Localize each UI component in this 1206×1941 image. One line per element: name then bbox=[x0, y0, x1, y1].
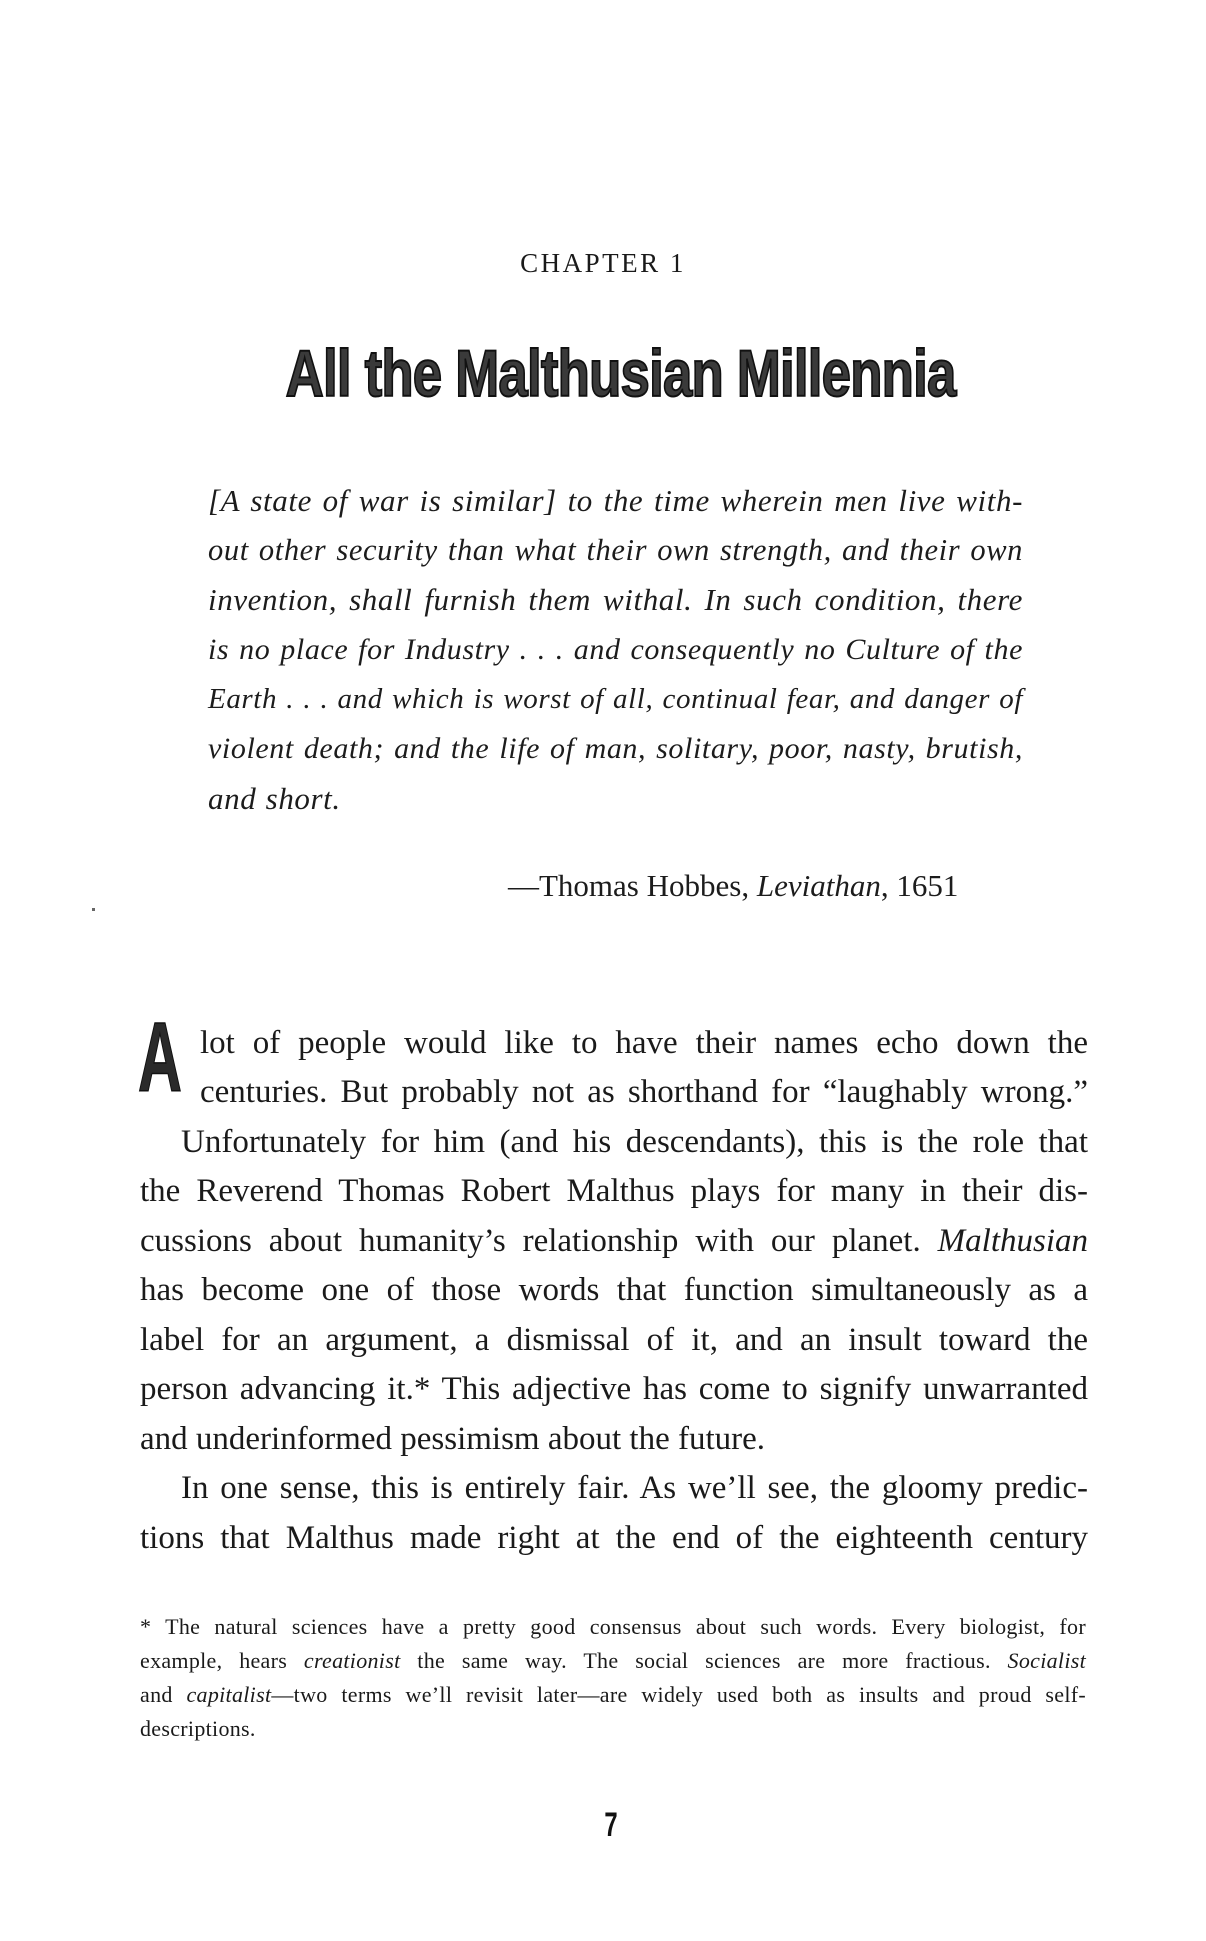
body-line: Unfortunately for him (and his descendants), this is the role that bbox=[181, 1124, 1088, 1160]
emphasis-creationist: creationist bbox=[303, 1648, 401, 1673]
body-line: the Reverend Thomas Robert Malthus plays for many in their dis- bbox=[140, 1173, 1088, 1209]
drop-cap: A bbox=[138, 1002, 182, 1112]
emphasis-capitalist: capitalist bbox=[186, 1682, 272, 1707]
body-line: has become one of those words that function simultaneously as a bbox=[140, 1272, 1088, 1308]
body-line: person advancing it.* This adjective has come to signify unwarranted bbox=[140, 1371, 1088, 1407]
footnote-line: descriptions. bbox=[140, 1716, 256, 1741]
chapter-title: All the Malthusian Millennia bbox=[285, 336, 956, 410]
footnote-span: —two terms we’ll revisit later—are widely used both as insults and proud self- bbox=[271, 1682, 1087, 1707]
chapter-label: CHAPTER 1 bbox=[520, 248, 686, 278]
body-text-span: cussions about humanity’s relationship with our planet. bbox=[140, 1223, 938, 1259]
epigraph-attribution bbox=[508, 866, 958, 906]
scan-speck bbox=[92, 908, 95, 911]
body-line bbox=[140, 1216, 1088, 1266]
epigraph-line: is no place for Industry . . . and consequently no Culture of the bbox=[208, 633, 1023, 666]
epigraph-line: Earth . . . and which is worst of all, continual fear, and danger of bbox=[208, 683, 1023, 715]
footnote-span: example, hears bbox=[140, 1648, 304, 1673]
emphasis-malthusian: Malthusian bbox=[937, 1223, 1088, 1259]
attribution-year: , 1651 bbox=[880, 868, 959, 903]
footnote-span: the same way. The social sciences are more fractious. bbox=[400, 1648, 1008, 1673]
page-number: 7 bbox=[604, 1806, 618, 1844]
body-line: lot of people would like to have their names echo down the bbox=[200, 1025, 1088, 1061]
body-line: label for an argument, a dismissal of it, and an insult toward the bbox=[140, 1322, 1088, 1358]
footnote-line: * The natural sciences have a pretty good consensus about such words. Every biologist, for bbox=[140, 1614, 1086, 1639]
footnote-line bbox=[140, 1678, 1086, 1712]
epigraph-line: out other security than what their own strength, and their own bbox=[208, 533, 1023, 567]
epigraph-line: invention, shall furnish them withal. In such condition, there bbox=[208, 582, 1023, 617]
footnote-line bbox=[140, 1644, 1086, 1678]
epigraph-line: and short. bbox=[208, 781, 341, 816]
epigraph-line: [A state of war is similar] to the time wherein men live with- bbox=[208, 483, 1023, 518]
body-line: and underinformed pessimism about the future. bbox=[140, 1421, 766, 1457]
body-line: centuries. But probably not as shorthand for “laughably wrong.” bbox=[200, 1074, 1088, 1110]
attribution-author: —Thomas Hobbes, bbox=[508, 868, 757, 903]
epigraph-line: violent death; and the life of man, solitary, poor, nasty, brutish, bbox=[208, 732, 1023, 765]
emphasis-socialist: Socialist bbox=[1007, 1648, 1087, 1673]
body-line: tions that Malthus made right at the end of the eighteenth century bbox=[140, 1520, 1088, 1556]
attribution-work: Leviathan bbox=[756, 868, 881, 903]
body-line: In one sense, this is entirely fair. As we’ll see, the gloomy predic- bbox=[181, 1470, 1088, 1506]
footnote-span: and bbox=[140, 1682, 187, 1707]
